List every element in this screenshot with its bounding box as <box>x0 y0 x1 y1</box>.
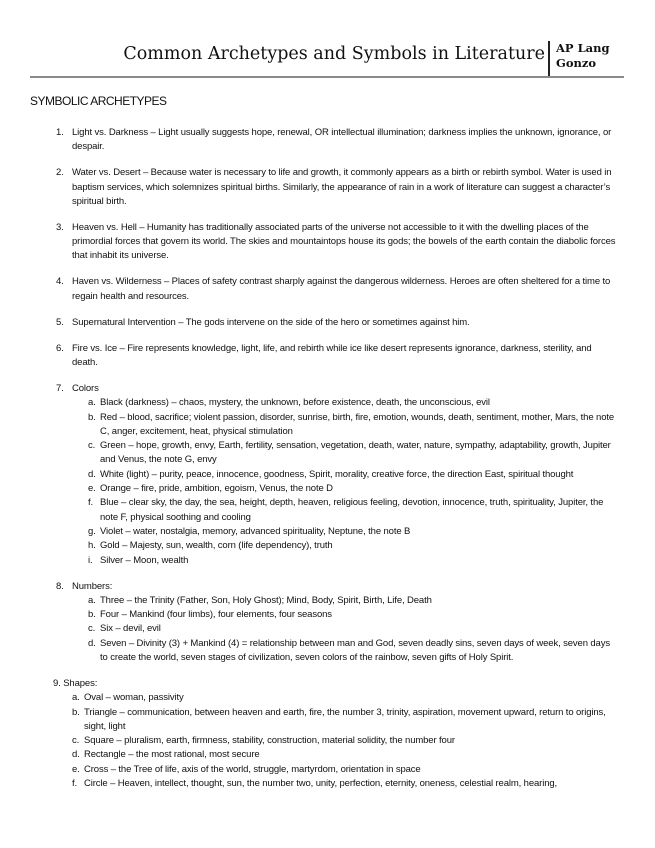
sub-text: Four – Mankind (four limbs), four elements, four seasons <box>100 609 332 621</box>
list-item <box>56 221 616 264</box>
header-rule <box>30 76 624 78</box>
list-item-shapes <box>53 677 616 791</box>
sub-letter: f. <box>72 778 78 790</box>
sub-letter: i. <box>88 554 93 566</box>
sub-letter: h. <box>88 540 96 552</box>
sublist-item <box>72 622 616 636</box>
item-text <box>53 677 616 691</box>
sub-text: Green – hope, growth, envy, Earth, fertility, sensation, vegetation, death, water, nature, sympathy, adaptability, growth, Jupiter and Venus, the note G, envy <box>100 440 611 466</box>
sub-letter: e. <box>72 763 80 775</box>
sublist-item <box>53 748 616 762</box>
item-text: Colors <box>72 382 99 394</box>
list-item <box>56 316 616 330</box>
sublist-item <box>53 763 616 777</box>
sub-text: Blue – clear sky, the day, the sea, height, depth, heaven, religious feeling, devotion, innocence, truth, spirituality, Jupiter, the note F, physical soothing and cooling <box>100 497 604 523</box>
item-number: 8. <box>56 580 64 592</box>
course-name: AP Lang <box>556 41 610 55</box>
sub-text: Circle – Heaven, intellect, thought, sun, the number two, unity, perfection, eternity, oneness, celestial realm, hearing, <box>84 778 558 790</box>
list-item-colors <box>56 382 616 568</box>
sub-text: Square – pluralism, earth, firmness, stability, construction, material solidity, the number four <box>84 735 455 747</box>
item-number: 1. <box>56 127 64 138</box>
item-number: 6. <box>56 342 64 354</box>
sub-text: Six – devil, evil <box>100 623 161 635</box>
sub-letter: f. <box>88 497 94 509</box>
sublist-item <box>72 411 616 440</box>
item-text: Fire vs. Ice – Fire represents knowledge, light, life, and rebirth while ice like desert represents ignorance, darkness, sterility, and death. <box>72 342 592 368</box>
sublist-item <box>53 691 616 705</box>
item-number: 2. <box>56 167 64 179</box>
sub-text: Triangle – communication, between heaven and earth, fire, the number 3, trinity, aspiration, movement upward, return to origins, sight, light <box>84 706 606 732</box>
sub-text: Rectangle – the most rational, most secure <box>84 749 260 761</box>
sub-letter: b. <box>88 609 96 621</box>
item-text: Supernatural Intervention – The gods intervene on the side of the hero or sometimes against him. <box>72 316 470 328</box>
list-item <box>56 166 616 209</box>
sub-text: Orange – fire, pride, ambition, egoism, Venus, the note D <box>100 483 333 495</box>
sublist-item <box>72 539 616 553</box>
teacher-name: Gonzo <box>556 56 597 70</box>
list-item-numbers <box>56 580 616 666</box>
sub-letter: a. <box>72 692 80 704</box>
sub-letter: d. <box>88 468 96 480</box>
item-number: 9. <box>53 678 61 689</box>
sublist-item <box>72 439 616 468</box>
sublist-item <box>72 594 616 608</box>
sublist-item <box>72 482 616 496</box>
sub-text: Black (darkness) – chaos, mystery, the unknown, before existence, death, the unconscious, evil <box>100 397 490 409</box>
item-number: 7. <box>56 382 64 394</box>
item-number: 5. <box>56 316 64 328</box>
sub-letter: c. <box>88 623 96 635</box>
sub-letter: e. <box>88 483 96 495</box>
sublist-item <box>72 608 616 622</box>
sublist-item <box>72 468 616 482</box>
sublist-item <box>53 777 616 791</box>
item-text: Water vs. Desert – Because water is necessary to life and growth, it commonly appears as a birth or rebirth symbol. Water is used in baptism services, which solemnizes spiritual births. Similarly, the appearance of rain in a work of literature can suggest a character’s spiritual birth. <box>72 167 612 207</box>
sub-letter: d. <box>72 749 80 761</box>
sub-text: White (light) – purity, peace, innocence, goodness, Spirit, morality, creative force, the direction East, spiritual thought <box>100 468 574 480</box>
sub-letter: a. <box>88 397 96 409</box>
item-text: Heaven vs. Hell – Humanity has traditionally associated parts of the universe not accessible to it with the dwelling places of the primordial forces that govern its world. The skies and mountaintops house its gods; the bowels of the earth contain the diabolic forces that inhabit its universe. <box>72 221 616 262</box>
sub-text: Three – the Trinity (Father, Son, Holy Ghost); Mind, Body, Spirit, Birth, Life, Death <box>100 594 432 606</box>
sublist-item <box>72 496 616 525</box>
sub-text: Cross – the Tree of life, axis of the world, struggle, martyrdom, orientation in space <box>84 763 421 775</box>
sublist-item <box>72 637 616 666</box>
header-vertical-divider <box>548 41 550 77</box>
sub-text: Seven – Divinity (3) + Mankind (4) = relationship between man and God, seven deadly sins, seven days of week, seven days to create the world, seven stages of civilization, seven colors of the rainbow, seven gifts of Holy Spirit. <box>100 637 610 664</box>
sub-letter: g. <box>88 525 96 537</box>
list-item <box>56 275 616 304</box>
item-text: Numbers: <box>72 580 113 592</box>
shapes-sublist <box>53 691 616 791</box>
item-label: Shapes: <box>63 678 98 689</box>
sublist-item <box>53 706 616 735</box>
sub-letter: d. <box>88 637 96 649</box>
sub-letter: c. <box>72 735 80 747</box>
list-item <box>56 342 616 371</box>
item-number: 4. <box>56 276 64 288</box>
archetype-list <box>53 126 616 803</box>
sub-text: Violet – water, nostalgia, memory, advanced spirituality, Neptune, the note B <box>100 525 411 537</box>
sub-text: Gold – Majesty, sun, wealth, corn (life dependency), truth <box>100 540 333 552</box>
item-text: Haven vs. Wilderness – Places of safety contrast sharply against the dangerous wilderness. Heroes are often sheltered for a time to regain health and resources. <box>72 276 611 302</box>
document-header <box>0 0 655 80</box>
list-item <box>56 126 616 155</box>
item-text: Light vs. Darkness – Light usually suggests hope, renewal, OR intellectual illumination; darkness implies the unknown, ignorance, or despair. <box>72 127 612 153</box>
item-number: 3. <box>56 221 64 233</box>
section-heading: SYMBOLIC ARCHETYPES <box>30 94 167 108</box>
sub-text: Oval – woman, passivity <box>84 692 184 704</box>
numbers-sublist <box>72 594 616 665</box>
document-title: Common Archetypes and Symbols in Literature <box>123 44 545 64</box>
sub-text: Silver – Moon, wealth <box>100 554 189 566</box>
sub-text: Red – blood, sacrifice; violent passion, disorder, sunrise, birth, fire, emotion, wounds, death, sentiment, mother, Mars, the note C, anger, excitement, heat, physical stimulation <box>100 411 615 437</box>
sub-letter: b. <box>88 411 96 423</box>
sublist-item <box>72 396 616 410</box>
sublist-item <box>53 734 616 748</box>
sublist-item <box>72 525 616 539</box>
colors-sublist <box>72 396 616 568</box>
sub-letter: b. <box>72 706 80 718</box>
sub-letter: c. <box>88 440 96 452</box>
sub-letter: a. <box>88 594 96 606</box>
header-meta <box>556 41 610 71</box>
sublist-item <box>72 554 616 568</box>
